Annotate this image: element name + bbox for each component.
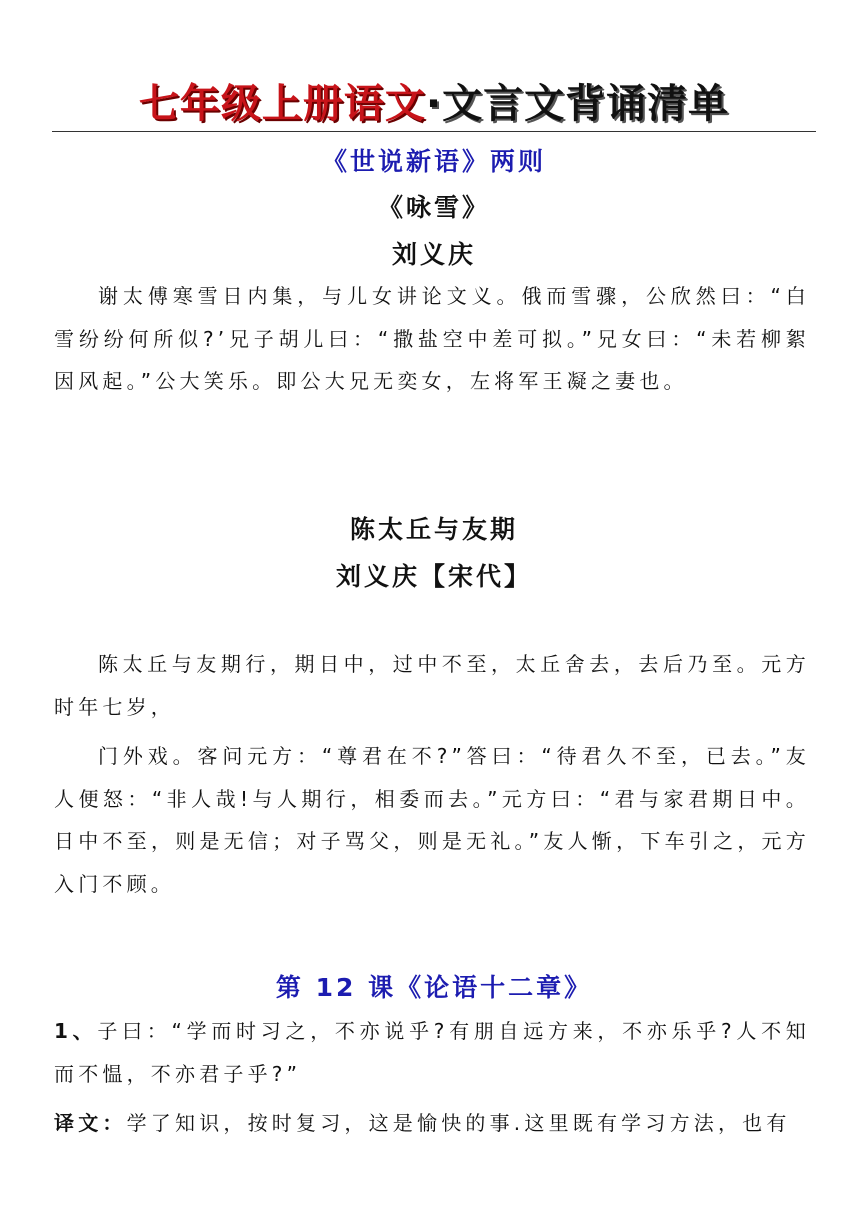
title-divider xyxy=(52,131,816,132)
poem2-para2: 门外戏。客问元方：“尊君在不?”答曰：“待君久不至，已去。”友人便怒：“非人哉!与人期行，相委而去。”元方曰：“君与家君期日中。日中不至，则是无信；对子骂父，则是无礼。”友人惭，下车引之，元方入门不顾。 xyxy=(54,744,810,896)
poem2-author: 刘义庆【宋代】 xyxy=(335,562,532,591)
main-title-black-part: ·文言文背诵清单 xyxy=(425,81,730,127)
main-title-red-part: 七年级上册语文 xyxy=(138,81,426,127)
poem2-para1: 陈太丘与友期行，期日中，过中不至，太丘舍去，去后乃至。元方时年七岁， xyxy=(54,652,810,719)
title-block xyxy=(0,72,868,129)
poem2-title: 陈太丘与友期 xyxy=(349,515,518,544)
lunyu-item-1-translation xyxy=(54,1102,810,1145)
section-heading-shishuoxinyu: 《世说新语》两则 xyxy=(321,147,546,176)
poem1-text: 谢太傅寒雪日内集，与儿女讲论文义。俄而雪骤，公欣然曰：“白雪纷纷何所似?’兄子胡儿曰：“撒盐空中差可拟。”兄女曰：“未若柳絮因风起。”公大笑乐。即公大兄无奕女，左将军王凝之妻也。 xyxy=(54,284,810,393)
lunyu-item-1 xyxy=(54,1010,810,1095)
translation-text: 学了知识，按时复习，这是愉快的事.这里既有学习方法，也有 xyxy=(126,1111,791,1135)
section-heading-lunyu: 第 12 课《论语十二章》 xyxy=(275,973,593,1002)
lunyu-item-1-number: 1、 xyxy=(54,1019,98,1043)
main-title xyxy=(139,72,729,129)
lunyu-item-1-text: 子曰：“学而时习之，不亦说乎?有朋自远方来，不亦乐乎?人不知而不愠，不亦君子乎?” xyxy=(54,1019,810,1086)
translation-label: 译文： xyxy=(54,1111,127,1135)
poem1-author: 刘义庆 xyxy=(391,240,476,269)
poem1-title: 《咏雪》 xyxy=(377,193,490,222)
